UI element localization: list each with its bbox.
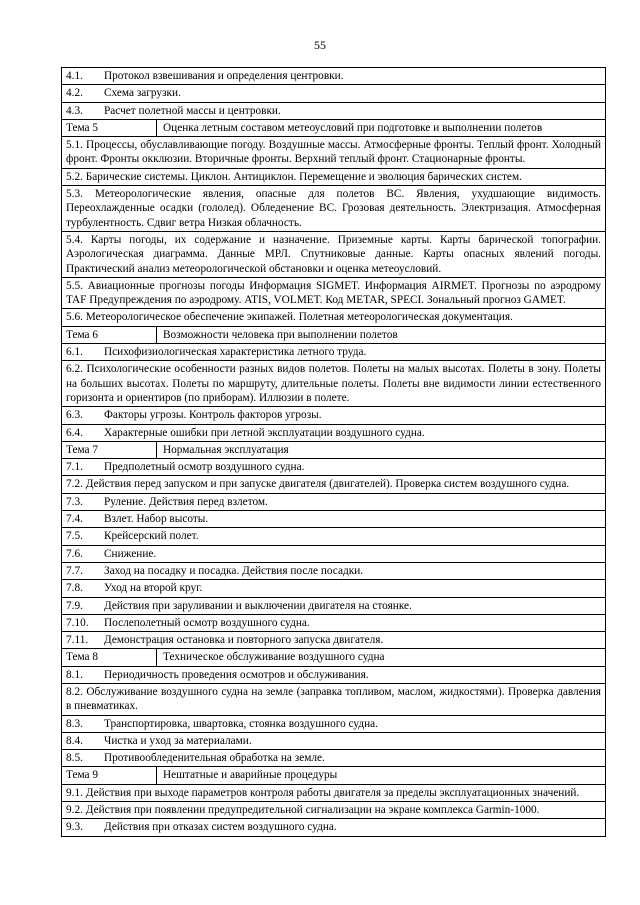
theme-title: Нештатные и аварийные процедуры (163, 769, 338, 782)
topic-text: Послеполетный осмотр воздушного судна. (104, 616, 310, 629)
topic-number: 7.4. (66, 513, 83, 526)
topic-text: Периодичность проведения осмотров и обслуживания. (104, 668, 369, 681)
topic-paragraph: 5.1. Процессы, обуславливающие погоду. Воздушные массы. Атмосферные фронты. Теплый фронт. Холодный фронт. Фронты окклюзии. Вторичные фронты. Верхний теплый фронт. Стационарные фронты. (62, 137, 605, 169)
theme-row (62, 327, 605, 344)
topic-number: 6.4. (66, 426, 83, 439)
curriculum-table (61, 67, 606, 837)
topic-item (62, 68, 605, 85)
topic-paragraph: 5.4. Карты погоды, их содержание и назначение. Приземные карты. Карты барической топографии. Аэрологическая диаграмма. Данные МРЛ. Спутниковые данные. Карты опасных явлений погоды. Практический анализ метеорологической обстановки и оценка метеоусловий. (62, 232, 605, 278)
topic-number: 7.3. (66, 495, 83, 508)
topic-number: 6.3. (66, 409, 83, 422)
topic-item (62, 407, 605, 424)
topic-paragraph: 5.3. Метеорологические явления, опасные для полетов ВС. Явления, ухудшающие видимость. Переохлажденные осадки (гололед). Обледенение ВС. Грозовая деятельность. Электризация. Атмосферная турбулентность. Сдвиг ветра Низкая облачность. (62, 186, 605, 232)
topic-item (62, 667, 605, 684)
topic-number: 8.4. (66, 734, 83, 747)
topic-text: Взлет. Набор высоты. (104, 513, 209, 526)
topic-paragraph: 5.2. Барические системы. Циклон. Антициклон. Перемещение и эволюция барических систем. (62, 169, 605, 186)
topic-item (62, 580, 605, 597)
topic-number: 8.5. (66, 752, 83, 765)
topic-item (62, 528, 605, 545)
topic-paragraph: 5.5. Авиационные прогнозы погоды Информация SIGMET. Информация AIRMET. Прогнозы по аэродрому TAF Предупреждения по аэродрому. ATIS, VOLMET. Код METAR, SPECI. Зональный прогноз GAMET. (62, 278, 605, 310)
topic-number: 7.5. (66, 530, 83, 543)
topic-item (62, 615, 605, 632)
topic-text: Чистка и уход за материалами. (104, 734, 252, 747)
topic-number: 7.11. (66, 634, 89, 647)
topic-item (62, 85, 605, 102)
theme-number: Тема 6 (62, 327, 157, 343)
topic-item (62, 716, 605, 733)
topic-number: 7.8. (66, 582, 83, 595)
topic-text: Психофизиологическая характеристика летного труда. (104, 346, 367, 359)
topic-number: 8.3. (66, 717, 83, 730)
topic-text: Протокол взвешивания и определения центровки. (104, 70, 344, 82)
topic-text: Руление. Действия перед взлетом. (104, 495, 268, 508)
topic-text: Противообледенительная обработка на земле. (104, 752, 325, 765)
topic-text: Заход на посадку и посадка. Действия после посадки. (104, 564, 364, 577)
topic-paragraph: 8.2. Обслуживание воздушного судна на земле (заправка топливом, маслом, жидкостями). Проверка давления в пневматиках. (62, 684, 605, 716)
topic-paragraph: 5.6. Метеорологическое обеспечение экипажей. Полетная метеорологическая документация. (62, 309, 605, 326)
topic-item (62, 546, 605, 563)
topic-text: Действия при заруливании и выключении двигателя на стоянке. (104, 599, 412, 612)
topic-item (62, 598, 605, 615)
topic-paragraph: 7.2. Действия перед запуском и при запуске двигателя (двигателей). Проверка систем воздушного судна. (62, 476, 605, 493)
topic-item (62, 819, 605, 836)
theme-row (62, 649, 605, 666)
topic-text: Действия при отказах систем воздушного судна. (104, 821, 337, 834)
topic-paragraph: 9.1. Действия при выходе параметров контроля работы двигателя за пределы эксплуатационных значений. (62, 785, 605, 802)
theme-row (62, 442, 605, 459)
topic-number: 7.1. (66, 461, 83, 474)
topic-text: Схема загрузки. (104, 87, 181, 100)
topic-paragraph: 9.2. Действия при появлении предупредительной сигнализации на экране комплекса Garmin-1000. (62, 802, 605, 819)
topic-item (62, 511, 605, 528)
topic-text: Крейсерский полет. (104, 530, 199, 543)
topic-number: 7.6. (66, 547, 83, 560)
topic-item (62, 494, 605, 511)
topic-item (62, 563, 605, 580)
topic-number: 8.1. (66, 668, 83, 681)
topic-number: 7.10. (66, 616, 89, 629)
topic-text: Уход на второй круг. (104, 582, 203, 595)
theme-row (62, 767, 605, 784)
topic-item (62, 750, 605, 767)
topic-number: 7.7. (66, 564, 83, 577)
topic-number: 6.1. (66, 346, 83, 359)
theme-number: Тема 8 (62, 649, 157, 665)
topic-text: Расчет полетной массы и центровки. (104, 104, 281, 117)
theme-title: Оценка летным составом метеоусловий при подготовке и выполнении полетов (163, 121, 543, 134)
topic-item (62, 344, 605, 361)
topic-item (62, 103, 605, 120)
topic-number: 9.3. (66, 821, 83, 834)
topic-number: 7.9. (66, 599, 83, 612)
topic-number: 4.2. (66, 87, 83, 100)
topic-text: Снижение. (104, 547, 157, 560)
topic-number: 4.1. (66, 70, 83, 82)
topic-item (62, 425, 605, 442)
theme-number: Тема 7 (62, 442, 157, 458)
topic-item (62, 459, 605, 476)
topic-text: Факторы угрозы. Контроль факторов угрозы. (104, 409, 322, 422)
page-number: 55 (314, 38, 326, 52)
topic-text: Демонстрация остановка и повторного запуска двигателя. (104, 634, 384, 647)
topic-item (62, 632, 605, 649)
theme-row (62, 120, 605, 137)
topic-number: 4.3. (66, 104, 83, 117)
theme-number: Тема 5 (62, 120, 157, 136)
topic-paragraph: 6.2. Психологические особенности разных видов полетов. Полеты на малых высотах. Полеты в зону. Полеты на больших высотах. Полеты по маршруту, длительные полеты. Полеты вне видимости линии естественного горизонта и ориентиров (по приборам). Иллюзии в полете. (62, 361, 605, 407)
theme-number: Тема 9 (62, 767, 157, 783)
theme-title: Возможности человека при выполнении полетов (163, 328, 398, 341)
theme-title: Нормальная эксплуатация (163, 443, 289, 456)
theme-title: Техническое обслуживание воздушного судна (163, 651, 385, 664)
topic-text: Характерные ошибки при летной эксплуатации воздушного судна. (104, 426, 425, 439)
topic-text: Предполетный осмотр воздушного судна. (104, 461, 305, 474)
topic-item (62, 733, 605, 750)
topic-text: Транспортировка, швартовка, стоянка воздушного судна. (104, 717, 378, 730)
